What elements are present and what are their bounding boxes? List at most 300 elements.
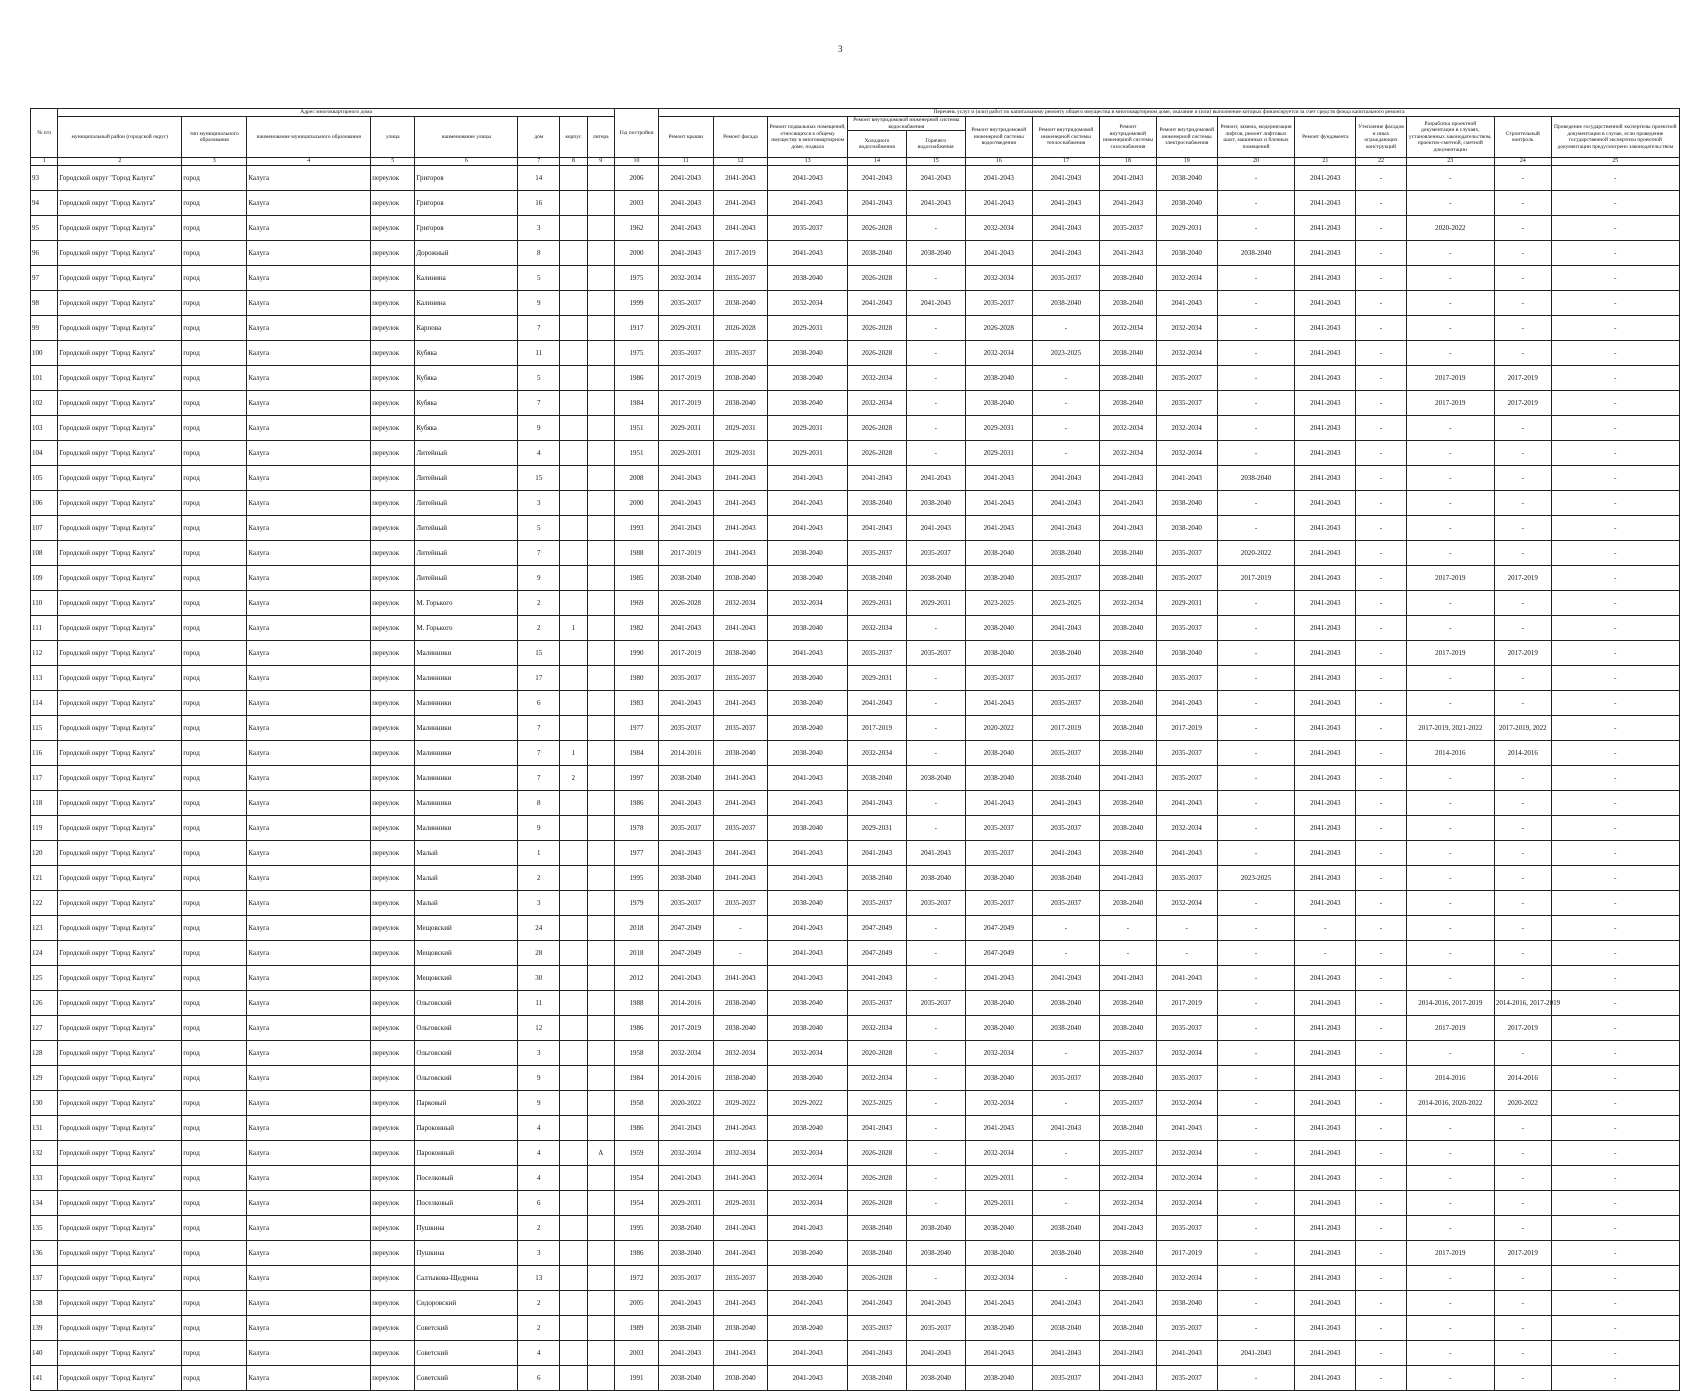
electric-cell: 2041-2043 [1156, 966, 1217, 991]
control-cell: 2017-2019 [1494, 366, 1551, 391]
design-cell: - [1406, 416, 1494, 441]
cold-water-cell: 2041-2043 [848, 841, 907, 866]
elevator-cell: - [1217, 1216, 1295, 1241]
muni-name-cell: Калуга [247, 841, 371, 866]
cold-water-cell: 2041-2043 [848, 966, 907, 991]
cold-water-cell: 2035-2037 [848, 991, 907, 1016]
muni-type-cell: город [182, 1291, 247, 1316]
gas-cell: 2041-2043 [1100, 191, 1157, 216]
district-cell: Городской округ "Город Калуга" [58, 866, 182, 891]
design-cell: - [1406, 316, 1494, 341]
street-name-cell: Поселковый [415, 1166, 518, 1191]
muni-type-cell: город [182, 791, 247, 816]
column-number-row [31, 158, 1680, 166]
heat-cell: 2041-2043 [1032, 616, 1099, 641]
muni-type-cell: город [182, 291, 247, 316]
expertise-cell: - [1551, 866, 1679, 891]
row-number: 131 [31, 1116, 58, 1141]
design-cell: - [1406, 591, 1494, 616]
foundation-cell: 2041-2043 [1295, 741, 1356, 766]
table-row [31, 791, 1680, 816]
header-electric: Ремонт внутридомовой инженерной системы электроснабжения [1156, 117, 1217, 158]
hot-water-cell: - [906, 416, 965, 441]
letter-cell [587, 991, 614, 1016]
electric-cell: 2035-2037 [1156, 366, 1217, 391]
house-cell: 6 [518, 1366, 560, 1391]
warming-cell: - [1356, 1016, 1406, 1041]
warming-cell: - [1356, 591, 1406, 616]
letter-cell [587, 966, 614, 991]
basement-cell: 2041-2043 [768, 491, 848, 516]
warming-cell: - [1356, 191, 1406, 216]
elevator-cell: - [1217, 1141, 1295, 1166]
heat-cell: 2038-2040 [1032, 1241, 1099, 1266]
building-cell: 2 [560, 766, 587, 791]
muni-type-cell: город [182, 1116, 247, 1141]
roof-cell: 2041-2043 [659, 1291, 714, 1316]
table-header [31, 109, 1680, 166]
letter-cell [587, 391, 614, 416]
control-cell: - [1494, 516, 1551, 541]
house-cell: 7 [518, 741, 560, 766]
design-cell: - [1406, 616, 1494, 641]
heat-cell: 2038-2040 [1032, 541, 1099, 566]
header-elevator: Ремонт, замена, модернизация лифтов, ремонт лифтовых шахт, машинных и блочных помещений [1217, 117, 1295, 158]
street-type-cell: переулок [371, 491, 415, 516]
muni-type-cell: город [182, 991, 247, 1016]
heat-cell: - [1032, 1041, 1099, 1066]
year-cell: 2006 [614, 166, 658, 191]
building-cell [560, 1366, 587, 1391]
header-street-name: наименование улицы [415, 117, 518, 158]
heat-cell: 2038-2040 [1032, 866, 1099, 891]
control-cell: - [1494, 866, 1551, 891]
foundation-cell: 2041-2043 [1295, 816, 1356, 841]
street-type-cell: переулок [371, 266, 415, 291]
heat-cell: 2035-2037 [1032, 741, 1099, 766]
sewer-cell: 2023-2025 [965, 591, 1032, 616]
street-name-cell: Парковый [415, 1091, 518, 1116]
house-cell: 11 [518, 991, 560, 1016]
sewer-cell: 2038-2040 [965, 1316, 1032, 1341]
sewer-cell: 2035-2037 [965, 891, 1032, 916]
building-cell [560, 1091, 587, 1116]
elevator-cell: - [1217, 1091, 1295, 1116]
foundation-cell: 2041-2043 [1295, 566, 1356, 591]
control-cell: - [1494, 1116, 1551, 1141]
basement-cell: 2038-2040 [768, 666, 848, 691]
gas-cell: 2038-2040 [1100, 841, 1157, 866]
elevator-cell: - [1217, 666, 1295, 691]
gas-cell: 2041-2043 [1100, 516, 1157, 541]
row-number: 138 [31, 1291, 58, 1316]
sewer-cell: 2041-2043 [965, 491, 1032, 516]
letter-cell [587, 291, 614, 316]
street-name-cell: Кубяка [415, 391, 518, 416]
sewer-cell: 2047-2049 [965, 941, 1032, 966]
district-cell: Городской округ "Город Калуга" [58, 991, 182, 1016]
electric-cell: 2032-2034 [1156, 1191, 1217, 1216]
gas-cell: 2041-2043 [1100, 1341, 1157, 1366]
year-cell: 1984 [614, 1066, 658, 1091]
foundation-cell: 2041-2043 [1295, 1291, 1356, 1316]
hot-water-cell: - [906, 1091, 965, 1116]
facade-cell: 2035-2037 [713, 716, 768, 741]
street-name-cell: Кубяка [415, 366, 518, 391]
street-type-cell: переулок [371, 741, 415, 766]
hot-water-cell: - [906, 1141, 965, 1166]
control-cell: - [1494, 966, 1551, 991]
street-name-cell: Салтыкова-Щедрина [415, 1266, 518, 1291]
row-number: 139 [31, 1316, 58, 1341]
electric-cell: - [1156, 941, 1217, 966]
house-cell: 12 [518, 1016, 560, 1041]
table-row [31, 866, 1680, 891]
building-cell [560, 891, 587, 916]
elevator-cell: - [1217, 1166, 1295, 1191]
foundation-cell: 2041-2043 [1295, 1066, 1356, 1091]
year-cell: 1978 [614, 816, 658, 841]
design-cell: - [1406, 191, 1494, 216]
year-cell: 2008 [614, 466, 658, 491]
sewer-cell: 2038-2040 [965, 1016, 1032, 1041]
sewer-cell: 2038-2040 [965, 866, 1032, 891]
roof-cell: 2020-2022 [659, 1091, 714, 1116]
cold-water-cell: 2029-2031 [848, 666, 907, 691]
muni-type-cell: город [182, 666, 247, 691]
gas-cell: 2041-2043 [1100, 766, 1157, 791]
elevator-cell: - [1217, 1016, 1295, 1041]
warming-cell: - [1356, 1191, 1406, 1216]
heat-cell: - [1032, 941, 1099, 966]
column-number: 4 [247, 158, 371, 166]
hot-water-cell: - [906, 1041, 965, 1066]
street-name-cell: Советский [415, 1341, 518, 1366]
roof-cell: 2041-2043 [659, 691, 714, 716]
control-cell: - [1494, 191, 1551, 216]
house-cell: 5 [518, 516, 560, 541]
capital-repair-schedule [30, 108, 1680, 1391]
expertise-cell: - [1551, 291, 1679, 316]
hot-water-cell: 2035-2037 [906, 991, 965, 1016]
year-cell: 1972 [614, 1266, 658, 1291]
expertise-cell: - [1551, 441, 1679, 466]
heat-cell: 2038-2040 [1032, 1316, 1099, 1341]
year-cell: 1954 [614, 1166, 658, 1191]
muni-type-cell: город [182, 416, 247, 441]
hot-water-cell: - [906, 941, 965, 966]
year-cell: 1984 [614, 741, 658, 766]
electric-cell: 2017-2019 [1156, 716, 1217, 741]
column-number: 11 [659, 158, 714, 166]
hot-water-cell: 2041-2043 [906, 166, 965, 191]
letter-cell [587, 191, 614, 216]
roof-cell: 2032-2034 [659, 1041, 714, 1066]
gas-cell: 2041-2043 [1100, 491, 1157, 516]
basement-cell: 2038-2040 [768, 816, 848, 841]
gas-cell: 2038-2040 [1100, 1116, 1157, 1141]
foundation-cell: 2041-2043 [1295, 1091, 1356, 1116]
electric-cell: 2035-2037 [1156, 766, 1217, 791]
building-cell [560, 966, 587, 991]
row-number: 115 [31, 716, 58, 741]
header-foundation: Ремонт фундамента [1295, 117, 1356, 158]
foundation-cell: 2041-2043 [1295, 266, 1356, 291]
control-cell: 2017-2019 [1494, 1241, 1551, 1266]
muni-type-cell: город [182, 941, 247, 966]
table-row [31, 641, 1680, 666]
muni-type-cell: город [182, 1041, 247, 1066]
year-cell: 2000 [614, 241, 658, 266]
street-name-cell: Поселковый [415, 1191, 518, 1216]
muni-type-cell: город [182, 1066, 247, 1091]
building-cell [560, 1216, 587, 1241]
year-cell: 2003 [614, 191, 658, 216]
design-cell: - [1406, 341, 1494, 366]
warming-cell: - [1356, 1241, 1406, 1266]
facade-cell: 2026-2028 [713, 316, 768, 341]
facade-cell: 2041-2043 [713, 1241, 768, 1266]
heat-cell: - [1032, 416, 1099, 441]
table-row [31, 1116, 1680, 1141]
row-number: 137 [31, 1266, 58, 1291]
control-cell: - [1494, 916, 1551, 941]
facade-cell: 2041-2043 [713, 841, 768, 866]
letter-cell [587, 466, 614, 491]
house-cell: 5 [518, 266, 560, 291]
warming-cell: - [1356, 316, 1406, 341]
house-cell: 16 [518, 191, 560, 216]
street-name-cell: Мещовский [415, 916, 518, 941]
muni-name-cell: Калуга [247, 816, 371, 841]
muni-type-cell: город [182, 1191, 247, 1216]
street-name-cell: Ольговский [415, 1066, 518, 1091]
control-cell: - [1494, 1366, 1551, 1391]
electric-cell: 2041-2043 [1156, 466, 1217, 491]
elevator-cell: 2023-2025 [1217, 866, 1295, 891]
basement-cell: 2041-2043 [768, 466, 848, 491]
foundation-cell: 2041-2043 [1295, 791, 1356, 816]
roof-cell: 2041-2043 [659, 1341, 714, 1366]
expertise-cell: - [1551, 766, 1679, 791]
year-cell: 1917 [614, 316, 658, 341]
letter-cell [587, 366, 614, 391]
roof-cell: 2041-2043 [659, 216, 714, 241]
gas-cell: 2038-2040 [1100, 1316, 1157, 1341]
facade-cell: 2035-2037 [713, 1266, 768, 1291]
cold-water-cell: 2038-2040 [848, 1241, 907, 1266]
roof-cell: 2041-2043 [659, 966, 714, 991]
letter-cell [587, 566, 614, 591]
warming-cell: - [1356, 216, 1406, 241]
foundation-cell: 2041-2043 [1295, 216, 1356, 241]
basement-cell: 2038-2040 [768, 741, 848, 766]
heat-cell: - [1032, 1166, 1099, 1191]
house-cell: 15 [518, 641, 560, 666]
street-type-cell: переулок [371, 816, 415, 841]
house-cell: 6 [518, 691, 560, 716]
cold-water-cell: 2032-2034 [848, 1066, 907, 1091]
electric-cell: 2032-2034 [1156, 891, 1217, 916]
cold-water-cell: 2041-2043 [848, 191, 907, 216]
building-cell [560, 1241, 587, 1266]
year-cell: 1997 [614, 766, 658, 791]
header-num: № п/п [31, 109, 58, 158]
street-name-cell: Пушкина [415, 1241, 518, 1266]
control-cell: - [1494, 1291, 1551, 1316]
warming-cell: - [1356, 991, 1406, 1016]
house-cell: 7 [518, 716, 560, 741]
cold-water-cell: 2035-2037 [848, 541, 907, 566]
row-number: 123 [31, 916, 58, 941]
gas-cell: 2041-2043 [1100, 466, 1157, 491]
column-number: 17 [1032, 158, 1099, 166]
elevator-cell: 2017-2019 [1217, 566, 1295, 591]
gas-cell: 2032-2034 [1100, 1166, 1157, 1191]
street-name-cell: Мещовский [415, 966, 518, 991]
building-cell [560, 441, 587, 466]
table-row [31, 766, 1680, 791]
house-cell: 7 [518, 316, 560, 341]
foundation-cell: 2041-2043 [1295, 866, 1356, 891]
heat-cell: - [1032, 916, 1099, 941]
muni-name-cell: Калуга [247, 991, 371, 1016]
header-warming: Утепление фасадов и иных ограждающих конструкций [1356, 117, 1406, 158]
hot-water-cell: - [906, 666, 965, 691]
design-cell: - [1406, 866, 1494, 891]
street-type-cell: переулок [371, 1291, 415, 1316]
basement-cell: 2038-2040 [768, 691, 848, 716]
design-cell: - [1406, 1166, 1494, 1191]
expertise-cell: - [1551, 1341, 1679, 1366]
building-cell [560, 691, 587, 716]
district-cell: Городской округ "Город Калуга" [58, 716, 182, 741]
hot-water-cell: 2041-2043 [906, 191, 965, 216]
control-cell: - [1494, 541, 1551, 566]
street-name-cell: Ольговский [415, 991, 518, 1016]
letter-cell [587, 641, 614, 666]
district-cell: Городской округ "Город Калуга" [58, 1366, 182, 1391]
building-cell [560, 666, 587, 691]
letter-cell [587, 1166, 614, 1191]
elevator-cell: - [1217, 516, 1295, 541]
expertise-cell: - [1551, 1116, 1679, 1141]
control-cell: - [1494, 816, 1551, 841]
building-cell [560, 1266, 587, 1291]
table-row [31, 591, 1680, 616]
district-cell: Городской округ "Город Калуга" [58, 366, 182, 391]
building-cell [560, 1116, 587, 1141]
street-name-cell: Малинники [415, 741, 518, 766]
electric-cell: 2041-2043 [1156, 691, 1217, 716]
hot-water-cell: 2038-2040 [906, 241, 965, 266]
control-cell: - [1494, 316, 1551, 341]
gas-cell: 2041-2043 [1100, 1291, 1157, 1316]
row-number: 96 [31, 241, 58, 266]
basement-cell: 2029-2031 [768, 416, 848, 441]
roof-cell: 2041-2043 [659, 616, 714, 641]
table-row [31, 1291, 1680, 1316]
muni-name-cell: Калуга [247, 766, 371, 791]
control-cell: - [1494, 616, 1551, 641]
building-cell [560, 541, 587, 566]
foundation-cell: 2041-2043 [1295, 291, 1356, 316]
cold-water-cell: 2026-2028 [848, 1266, 907, 1291]
table-row [31, 816, 1680, 841]
row-number: 119 [31, 816, 58, 841]
table-row [31, 291, 1680, 316]
roof-cell: 2038-2040 [659, 766, 714, 791]
sewer-cell: 2035-2037 [965, 816, 1032, 841]
elevator-cell: - [1217, 1041, 1295, 1066]
muni-type-cell: город [182, 1341, 247, 1366]
foundation-cell: 2041-2043 [1295, 1266, 1356, 1291]
control-cell: - [1494, 216, 1551, 241]
cold-water-cell: 2035-2037 [848, 891, 907, 916]
sewer-cell: 2032-2034 [965, 1041, 1032, 1066]
house-cell: 4 [518, 1141, 560, 1166]
letter-cell [587, 1191, 614, 1216]
gas-cell: 2038-2040 [1100, 566, 1157, 591]
elevator-cell: - [1217, 1316, 1295, 1341]
expertise-cell: - [1551, 216, 1679, 241]
electric-cell: - [1156, 916, 1217, 941]
district-cell: Городской округ "Город Калуга" [58, 1291, 182, 1316]
basement-cell: 2029-2031 [768, 316, 848, 341]
year-cell: 2018 [614, 941, 658, 966]
basement-cell: 2041-2043 [768, 1366, 848, 1391]
house-cell: 4 [518, 1166, 560, 1191]
expertise-cell: - [1551, 516, 1679, 541]
sewer-cell: 2038-2040 [965, 1066, 1032, 1091]
row-number: 125 [31, 966, 58, 991]
header-sewer: Ремонт внутридомовой инженерной системы водоотведения [965, 117, 1032, 158]
row-number: 124 [31, 941, 58, 966]
building-cell [560, 516, 587, 541]
basement-cell: 2041-2043 [768, 791, 848, 816]
elevator-cell: - [1217, 441, 1295, 466]
facade-cell: 2041-2043 [713, 166, 768, 191]
facade-cell: 2038-2040 [713, 291, 768, 316]
foundation-cell: 2041-2043 [1295, 1041, 1356, 1066]
cold-water-cell: 2041-2043 [848, 466, 907, 491]
house-cell: 3 [518, 491, 560, 516]
muni-type-cell: город [182, 841, 247, 866]
muni-name-cell: Калуга [247, 1091, 371, 1116]
muni-type-cell: город [182, 441, 247, 466]
letter-cell: А [587, 1141, 614, 1166]
muni-name-cell: Калуга [247, 266, 371, 291]
basement-cell: 2035-2037 [768, 216, 848, 241]
gas-cell: 2038-2040 [1100, 991, 1157, 1016]
warming-cell: - [1356, 791, 1406, 816]
muni-name-cell: Калуга [247, 866, 371, 891]
heat-cell: 2023-2025 [1032, 591, 1099, 616]
sewer-cell: 2032-2034 [965, 341, 1032, 366]
street-name-cell: Ольговский [415, 1041, 518, 1066]
street-name-cell: Литейный [415, 491, 518, 516]
electric-cell: 2035-2037 [1156, 541, 1217, 566]
street-type-cell: переулок [371, 166, 415, 191]
expertise-cell: - [1551, 1291, 1679, 1316]
warming-cell: - [1356, 891, 1406, 916]
muni-name-cell: Калуга [247, 591, 371, 616]
table-row [31, 241, 1680, 266]
cold-water-cell: 2032-2034 [848, 616, 907, 641]
building-cell [560, 791, 587, 816]
muni-type-cell: город [182, 216, 247, 241]
street-type-cell: переулок [371, 541, 415, 566]
